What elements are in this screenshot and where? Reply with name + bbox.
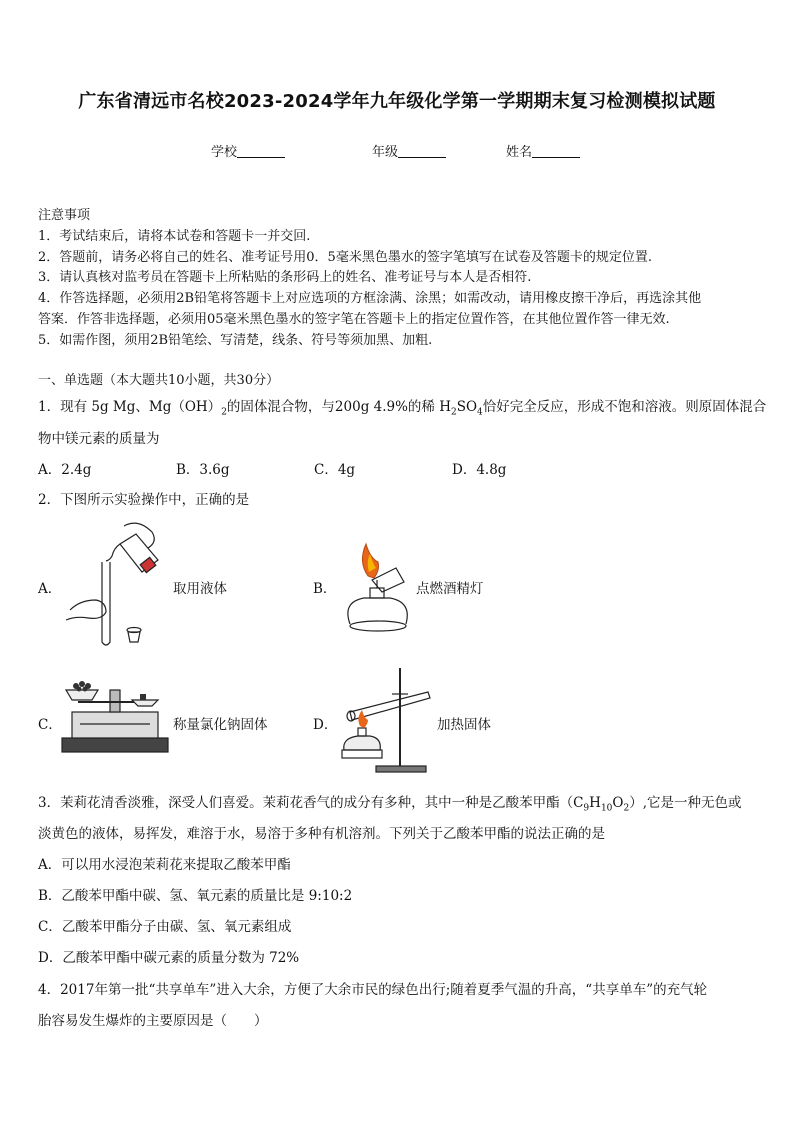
grade-label: 年级 [372,145,399,160]
q3-option-c[interactable]: C．乙酸苯甲酯分子由碳、氢、氧元素组成 [38,919,292,935]
q2-d-caption: 加热固体 [437,717,491,733]
q2-c-caption: 称量氯化钠固体 [173,717,268,733]
q2-option-c[interactable]: C． [38,717,62,733]
question-3-stem-cont: 淡黄色的液体，易挥发，难溶于水，易溶于多种有机溶剂。下列关于乙酸苯甲酯的说法正确的是 [38,826,605,842]
q1-option-b[interactable]: B．3.6g [176,462,230,478]
q1-option-a[interactable]: A．2.4g [38,462,92,478]
name-field [506,141,580,160]
question-4-stem: 4．2017年第一批“共享单车”进入大余，方便了大余市民的绿色出行;随着夏季气温的升高，“共享单车”的充气轮 [38,982,708,998]
name-label: 姓名 [506,145,533,160]
q2-a-caption: 取用液体 [173,581,227,597]
school-field [211,141,285,160]
section-heading: 一、单选题（本大题共10小题，共30分） [38,373,280,388]
q2-option-b[interactable]: B． [313,581,337,597]
exam-title: 广东省清远市名校2023-2024学年九年级化学第一学期期末复习检测模拟试题 [78,91,716,112]
question-4-stem-cont: 胎容易发生爆炸的主要原因是（ ） [38,1013,268,1029]
q2-option-d[interactable]: D． [313,717,338,733]
alcohol-lamp-illustration [338,540,418,632]
balance-scale-illustration [58,676,173,756]
question-1-stem-cont: 物中镁元素的质量为 [38,431,160,447]
school-label: 学校 [211,145,238,160]
name-blank[interactable] [532,143,580,158]
note-item: 1．考试结束后，请将本试卷和答题卡一并交回. [38,229,311,244]
pour-liquid-illustration [66,520,166,650]
heating-solid-illustration [336,664,436,774]
q2-b-caption: 点燃酒精灯 [416,581,484,597]
q2-option-a[interactable]: A． [38,581,62,597]
question-3-stem: 3．茉莉花清香淡雅，深受人们喜爱。茉莉花香气的成分有多种，其中一种是乙酸苯甲酯$(C_9H_{10}O_2)$,它是一种无色或 [38,795,742,814]
q3-option-a[interactable]: A．可以用水浸泡茉莉花来提取乙酸苯甲酯 [38,857,291,873]
notes-heading: 注意事项 [38,208,91,223]
q3-option-b[interactable]: B．乙酸苯甲酯中碳、氢、氧元素的质量比是 9:10:2 [38,888,353,904]
note-item: 2．答题前，请务必将自己的姓名、准考证号用0．5毫米黑色墨水的签字笔填写在试卷及答题卡的规定位置. [38,250,652,265]
question-1-stem: 1．现有 5g Mg、$Mg(OH)_2$的固体混合物，与200g 4.9%的稀 $H_2SO_4$恰好完全反应，形成不饱和溶液。则原固体混合 [38,399,767,418]
question-2-stem: 2．下图所示实验操作中，正确的是 [38,492,250,508]
q3-option-d[interactable]: D．乙酸苯甲酯中碳元素的质量分数为 72% [38,950,300,966]
q1-option-d[interactable]: D．4.8g [452,462,507,478]
note-item: 答案．作答非选择题，必须用05毫米黑色墨水的签字笔在答题卡上的指定位置作答，在其他位置作答一律无效. [38,312,670,327]
grade-field [372,141,446,160]
note-item: 5．如需作图，须用2B铅笔绘、写清楚，线条、符号等须加黑、加粗. [38,333,433,348]
q1-option-c[interactable]: C．4g [314,462,356,478]
grade-blank[interactable] [398,143,446,158]
school-blank[interactable] [237,143,285,158]
note-item: 3．请认真核对监考员在答题卡上所粘贴的条形码上的姓名、准考证号与本人是否相符. [38,270,532,285]
note-item: 4．作答选择题，必须用2B铅笔将答题卡上对应选项的方框涂满、涂黑；如需改动，请用橡皮擦干净后，再选涂其他 [38,291,702,306]
